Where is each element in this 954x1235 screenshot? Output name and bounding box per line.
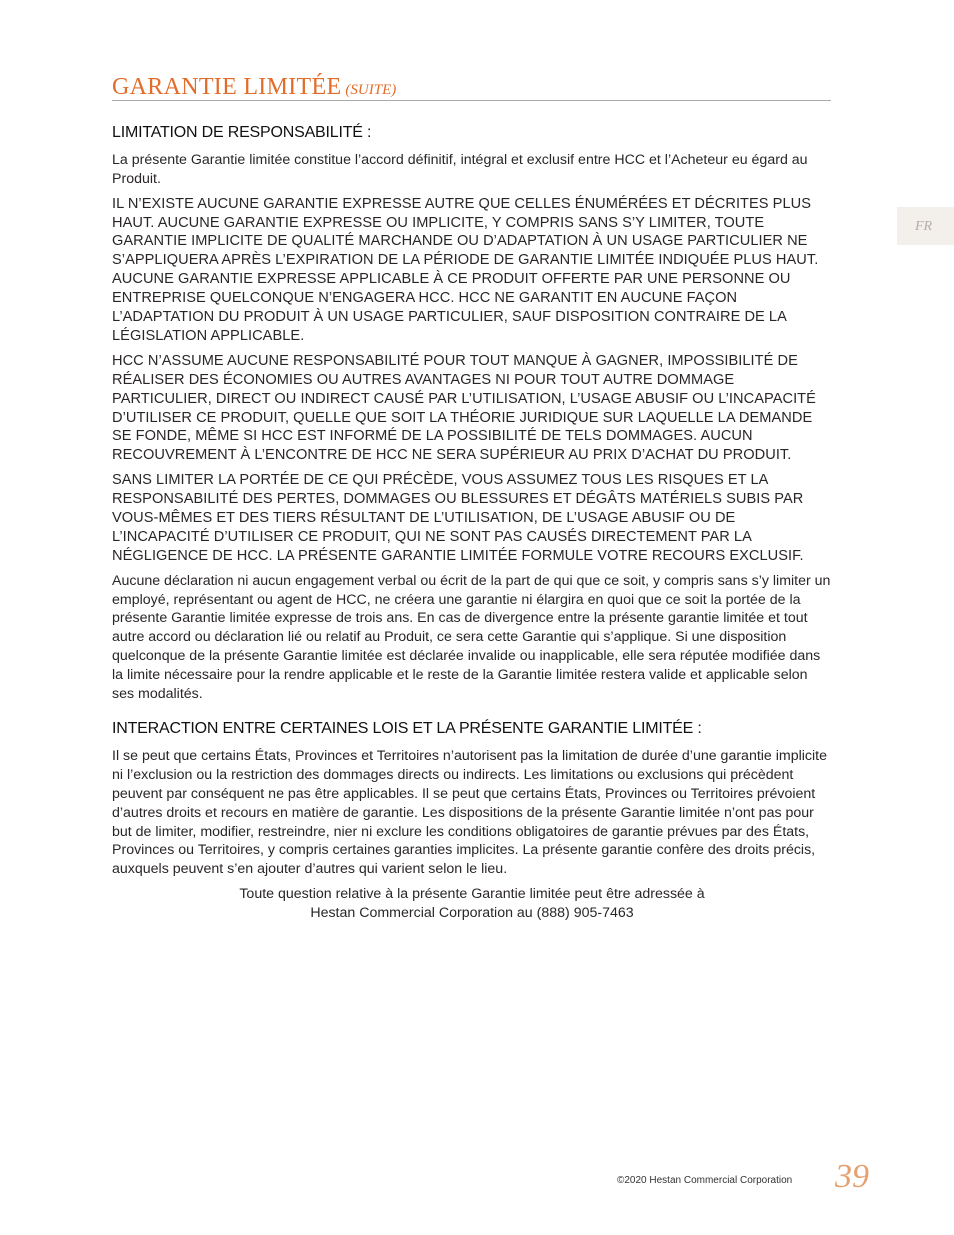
limitation-paragraph-2: IL N’EXISTE AUCUNE GARANTIE EXPRESSE AUTRE QUE CELLES ÉNUMÉRÉES ET DÉCRITES PLUS HAUT. AUCUNE GARANTIE EXPRESSE OU IMPLICITE, Y COMPRIS SANS S’Y LIMITER, TOUTE GARANTIE IMPLICITE DE QUALITÉ MARCHANDE OU D’ADAPTATION À UN USAGE PARTICULIER NE S’APPLIQUERA APRÈS L’EXPIRATION DE LA PÉRIODE DE GARANTIE LIMITÉE INDIQUÉE PLUS HAUT. AUCUNE GARANTIE EXPRESSE APPLICABLE À CE PRODUIT OFFERTE PAR UNE PERSONNE OU ENTREPRISE QUELCONQUE N’ENGAGERA HCC. HCC NE GARANTIT EN AUCUNE FAÇON L’ADAPTATION DU PRODUIT À UN USAGE PARTICULIER, SAUF DISPOSITION CONTRAIRE DE LA LÉGISLATION APPLICABLE. bbox=[112, 195, 819, 344]
limitation-paragraph-1: La présente Garantie limitée constitue l’accord définitif, intégral et exclusif entre HCC et l’Acheteur eu égard au Produit. bbox=[112, 152, 808, 187]
contact-line-2: Hestan Commercial Corporation au (888) 905-7463 bbox=[310, 904, 634, 921]
interaction-paragraph-1: Il se peut que certains États, Provinces et Territoires n’autorisent pas la limitation de durée d’une garantie implicite ni l’exclusion ou la restriction des dommages directs ou indirects. Les limitations ou exclusions qui précèdent peuvent par conséquent ne pas être applicables. Il se peut que certains États, Provinces ou Territoires prévoient d’autres droits et recours en matière de garantie. Les dispositions de la présente Garantie limitée n’ont pas pour but de limiter, modifier, restreindre, nier ni exclure les conditions obligatoires de garantie prévues par des États, Provinces ou Territoires, y compris certaines garanties implicites. La présente garantie confère des droits précis, auxquels peuvent s’en ajouter d’autres qui varient selon le lieu. bbox=[112, 748, 828, 878]
title-main: GARANTIE LIMITÉE bbox=[112, 74, 342, 100]
title-subtitle: (SUITE) bbox=[345, 82, 397, 98]
section-heading-limitation: LIMITATION DE RESPONSABILITÉ : bbox=[112, 124, 372, 141]
contact-line-1: Toute question relative à la présente Garantie limitée peut être adressée à bbox=[239, 885, 705, 902]
page-title bbox=[112, 74, 831, 101]
language-tab-label: FR bbox=[915, 219, 933, 234]
limitation-paragraph-5: Aucune déclaration ni aucun engagement verbal ou écrit de la part de qui que ce soit, y compris sans s’y limiter un employé, représentant ou agent de HCC, ne créera une garantie ni élargira en quoi que ce soit la portée de la présente Garantie limitée expresse de trois ans. En cas de divergence entre la présente garantie limitée et tout autre accord ou déclaration lié ou relatif au Produit, ce sera cette Garantie qui s’applique. Si une disposition quelconque de la présente Garantie limitée est déclarée invalide ou inapplicable, elle sera réputée modifiée dans la limite nécessaire pour la rendre applicable et le reste de la Garantie limitée restera valide et applicable selon ses modalités. bbox=[112, 572, 831, 702]
footer-copyright: ©2020 Hestan Commercial Corporation bbox=[617, 1175, 793, 1186]
page-content bbox=[112, 123, 832, 923]
page-number: 39 bbox=[835, 1158, 869, 1195]
limitation-paragraph-4: SANS LIMITER LA PORTÉE DE CE QUI PRÉCÈDE, VOUS ASSUMEZ TOUS LES RISQUES ET LA RESPONSABILITÉ DES PERTES, DOMMAGES OU BLESSURES ET DÉGÂTS MATÉRIELS SUBIS PAR VOUS-MÊMES ET DES TIERS RÉSULTANT DE L’UTILISATION, DE L’USAGE ABUSIF OU DE L’INCAPACITÉ D’UTILISER CE PRODUIT, QUI NE SONT PAS CAUSÉS DIRECTEMENT PAR LA NÉGLIGENCE DE HCC. LA PRÉSENTE GARANTIE LIMITÉE FORMULE VOTRE RECOURS EXCLUSIF. bbox=[112, 472, 804, 564]
section-heading-interaction: INTERACTION ENTRE CERTAINES LOIS ET LA PRÉSENTE GARANTIE LIMITÉE : bbox=[112, 720, 702, 738]
limitation-paragraph-3: HCC N’ASSUME AUCUNE RESPONSABILITÉ POUR TOUT MANQUE À GAGNER, IMPOSSIBILITÉ DE RÉALISER DES ÉCONOMIES OU AUTRES AVANTAGES NI POUR TOUT AUTRE DOMMAGE PARTICULIER, DIRECT OU INDIRECT CAUSÉ PAR L’UTILISATION, L’USAGE ABUSIF OU L’INCAPACITÉ D’UTILISER CE PRODUIT, QUELLE QUE SOIT LA THÉORIE JURIDIQUE SUR LAQUELLE LA DEMANDE SE FONDE, MÊME SI HCC EST INFORMÉ DE LA POSSIBILITÉ DE TELS DOMMAGES. AUCUN RECOUVREMENT À L’ENCONTRE DE HCC NE SERA SUPÉRIEUR AU PRIX D’ACHAT DU PRODUIT. bbox=[112, 352, 816, 464]
language-tab bbox=[897, 207, 954, 245]
